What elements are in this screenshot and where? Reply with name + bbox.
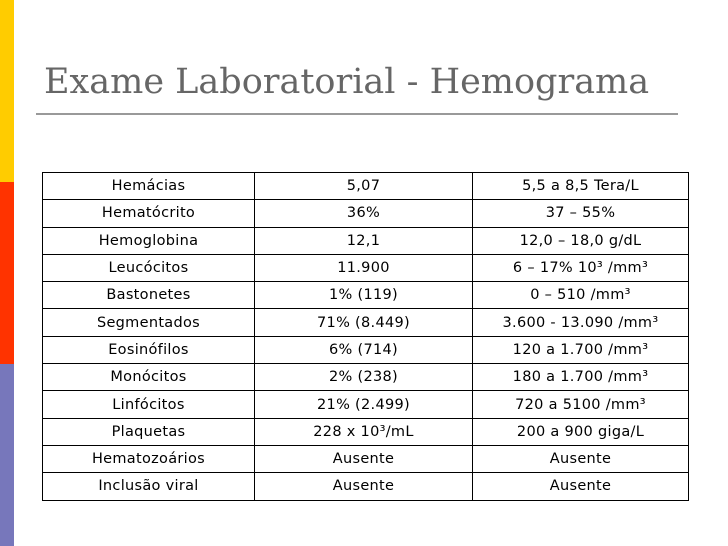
row-value: 12,1 [255, 227, 473, 254]
table-row [43, 445, 689, 472]
table-row [43, 391, 689, 418]
row-label: Inclusão viral [43, 473, 255, 500]
table-row [43, 200, 689, 227]
row-value: Ausente [255, 473, 473, 500]
table-row [43, 309, 689, 336]
row-reference: 12,0 – 18,0 g/dL [473, 227, 689, 254]
row-value: 228 x 10³/mL [255, 418, 473, 445]
row-reference: 5,5 a 8,5 Tera/L [473, 173, 689, 200]
left-accent-stripe-purple [0, 364, 14, 546]
row-label: Eosinófilos [43, 336, 255, 363]
row-value: 21% (2.499) [255, 391, 473, 418]
table-row [43, 418, 689, 445]
row-label: Hematozoários [43, 445, 255, 472]
table-row [43, 282, 689, 309]
row-label: Bastonetes [43, 282, 255, 309]
row-reference: 3.600 - 13.090 /mm³ [473, 309, 689, 336]
hemogram-table [42, 172, 689, 501]
table-row [43, 473, 689, 500]
left-accent-stripe-red [0, 182, 14, 364]
row-value: 1% (119) [255, 282, 473, 309]
row-reference: 200 a 900 giga/L [473, 418, 689, 445]
row-label: Hemoglobina [43, 227, 255, 254]
row-label: Linfócitos [43, 391, 255, 418]
slide-title: Exame Laboratorial - Hemograma [44, 62, 650, 102]
row-value: 5,07 [255, 173, 473, 200]
row-reference: 720 a 5100 /mm³ [473, 391, 689, 418]
title-underline [36, 113, 678, 115]
row-value: 36% [255, 200, 473, 227]
left-accent-stripe-yellow [0, 0, 14, 182]
row-reference: 0 – 510 /mm³ [473, 282, 689, 309]
row-value: 11.900 [255, 254, 473, 281]
table-row [43, 227, 689, 254]
row-label: Hematócrito [43, 200, 255, 227]
row-reference: 37 – 55% [473, 200, 689, 227]
row-value: 2% (238) [255, 364, 473, 391]
table-row [43, 336, 689, 363]
row-label: Leucócitos [43, 254, 255, 281]
row-reference: Ausente [473, 445, 689, 472]
table-row [43, 173, 689, 200]
row-reference: 6 – 17% 10³ /mm³ [473, 254, 689, 281]
row-reference: 180 a 1.700 /mm³ [473, 364, 689, 391]
row-reference: 120 a 1.700 /mm³ [473, 336, 689, 363]
table-row [43, 364, 689, 391]
row-reference: Ausente [473, 473, 689, 500]
row-value: 6% (714) [255, 336, 473, 363]
table-row [43, 254, 689, 281]
row-label: Hemácias [43, 173, 255, 200]
row-label: Segmentados [43, 309, 255, 336]
row-label: Plaquetas [43, 418, 255, 445]
row-label: Monócitos [43, 364, 255, 391]
row-value: Ausente [255, 445, 473, 472]
row-value: 71% (8.449) [255, 309, 473, 336]
